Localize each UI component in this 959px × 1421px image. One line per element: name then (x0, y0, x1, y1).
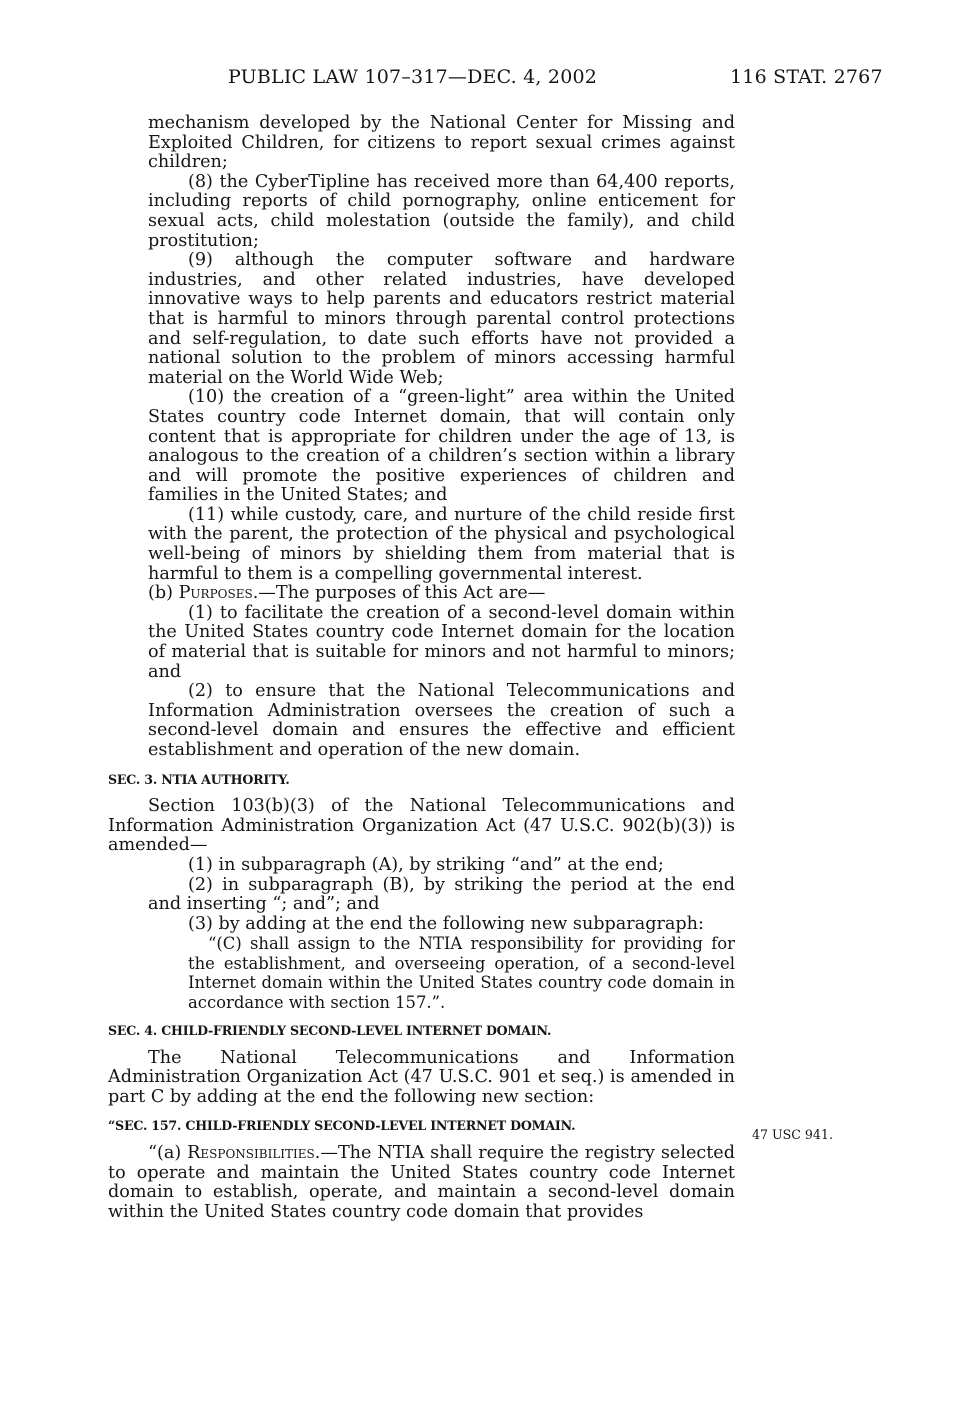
subsection-purposes (108, 584, 735, 604)
purpose-item-2: (2) to ensure that the National Telecommunications and Information Administration oversees the creation of such a second-level domain and ensures the effective and efficient establishment and operation of the new domain. (148, 681, 735, 760)
finding-item-11: (11) while custody, care, and nurture of the child reside first with the parent, the protection of the physical and psychological well-being of minors by shielding them from material that is harmful to them is a compelling governmental interest. (148, 504, 735, 584)
section-4-intro: The National Telecommunications and Information Administration Organization Act (47 U.S.C. 901 et seq.) is amended in part C by adding at the end the following new section: (108, 1047, 735, 1107)
section-3-quoted-subparagraph: “(C) shall assign to the NTIA responsibility for providing for the establishment, and overseeing operation, of a second-level Internet domain within the United States country code domain in accordance with section 157.”. (188, 934, 735, 1012)
section-3-intro: Section 103(b)(3) of the National Telecommunications and Information Administration Organization Act (47 U.S.C. 902(b)(3)) is amended— (108, 796, 735, 856)
section-3-item-3: (3) by adding at the end the following new subparagraph: (188, 913, 704, 934)
paragraph-continuation: mechanism developed by the National Center for Missing and Exploited Children, for citizens to report sexual crimes against children; (148, 113, 735, 173)
section-4-heading: SEC. 4. CHILD-FRIENDLY SECOND-LEVEL INTERNET DOMAIN. (108, 1022, 552, 1038)
finding-item-10: (10) the creation of a “green-light” area within the United States country code Internet domain, that will contain only content that is appropriate for children under the age of 13, is analogous to the creation of a children’s section within a library and will promote the positive experiences of children and families in the United States; and (148, 387, 735, 506)
section-157-subheading: Responsibilities (187, 1142, 315, 1163)
finding-item-9: (9) although the computer software and hardware industries, and other related industries, have developed innovative ways to help parents and educators restrict material that is harmful to minors through parental control protections and self-regulation, to date such efforts have not provided a national solution to the problem of minors accessing harmful material on the World Wide Web; (148, 250, 735, 388)
subsection-heading: Purposes (178, 583, 253, 604)
body-text (108, 114, 735, 1222)
section-157-prefix: “(a) (148, 1142, 188, 1163)
usc-margin-note: 47 USC 941. (752, 1127, 833, 1142)
section-157-heading: “SEC. 157. CHILD-FRIENDLY SECOND-LEVEL INTERNET DOMAIN. (108, 1118, 576, 1134)
running-header-stat: 116 STAT. 2767 (730, 66, 883, 88)
section-157-responsibilities (108, 1144, 735, 1222)
purpose-item-1: (1) to facilitate the creation of a second-level domain within the United States country code Internet domain for the location of material that is suitable for minors and not harmful to minors; and (148, 602, 735, 682)
finding-item-8: (8) the CyberTipline has received more than 64,400 reports, including reports of child pornography, online enticement for sexual acts, child molestation (outside the family), and child prostitution; (148, 171, 735, 251)
section-3-item-2: (2) in subparagraph (B), by striking the period at the end and inserting “; and”; and (148, 874, 735, 915)
running-header-law: PUBLIC LAW 107–317—DEC. 4, 2002 (228, 66, 598, 88)
subsection-prefix: (b) (148, 583, 179, 604)
section-157-text: .—The NTIA shall require the registry selected to operate and maintain the United States country code Internet domain to establish, operate, and maintain a second-level domain within the United States country code domain that provides (108, 1142, 735, 1222)
section-3-heading: SEC. 3. NTIA AUTHORITY. (108, 771, 290, 787)
subsection-text: .—The purposes of this Act are— (252, 583, 546, 604)
section-3-item-1: (1) in subparagraph (A), by striking “and” at the end; (188, 854, 664, 875)
